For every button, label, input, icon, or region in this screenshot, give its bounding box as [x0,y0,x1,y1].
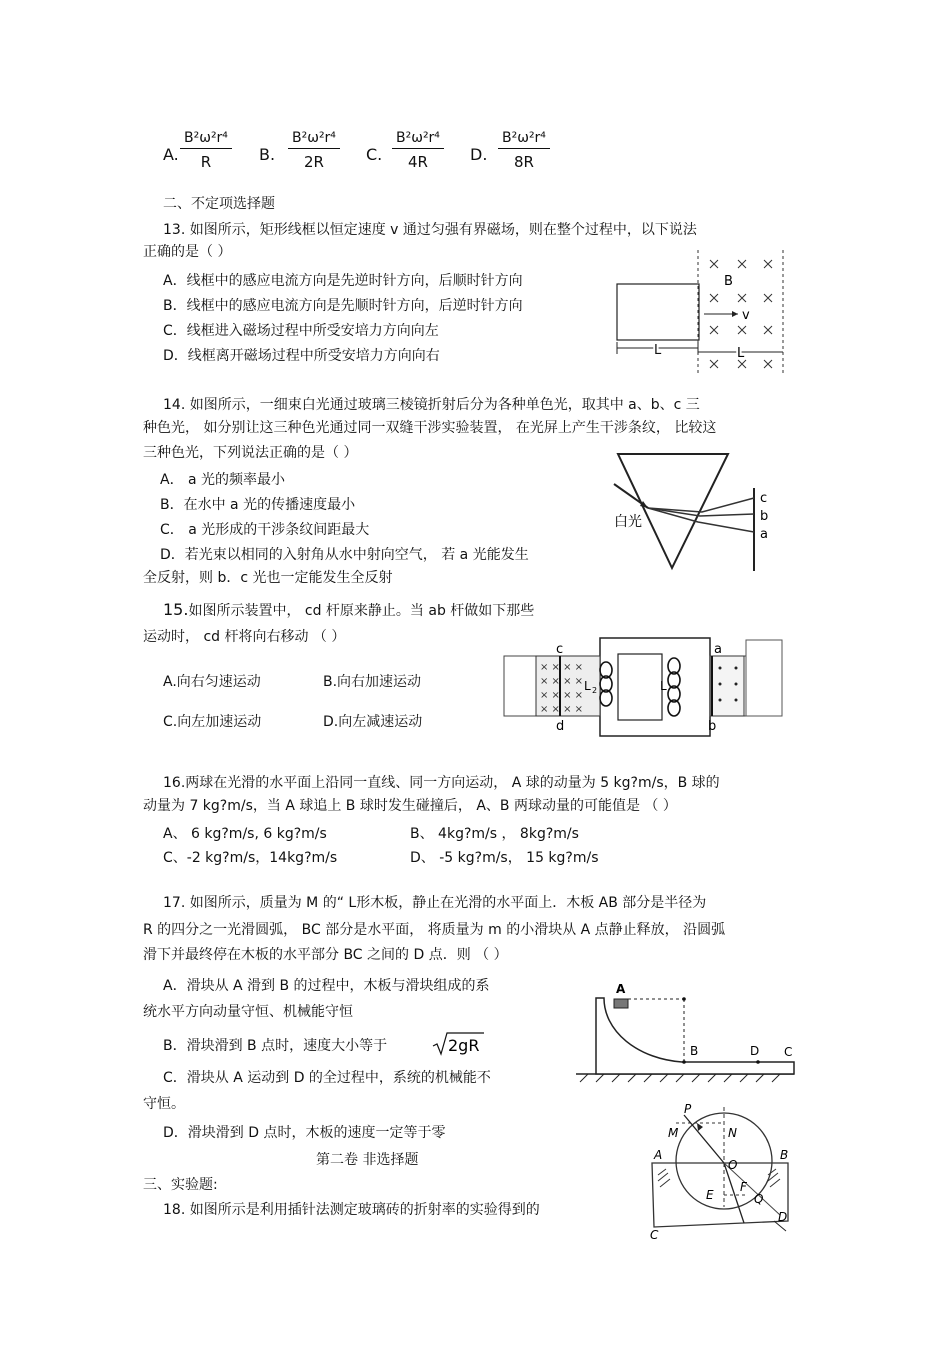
q18-figure [640,1103,800,1243]
q17-option-d: D．滑块滑到 D 点时，木板的速度一定等于零 [163,1125,446,1141]
svg-text:× × × ×: × × × × [540,676,584,687]
label-d: d [556,719,565,734]
q15-stem-line2: 运动时， cd 杆将向右移动 （ ） [143,629,346,645]
q16-option-b: B、 4kg?m/s ， 8kg?m/s [410,826,579,842]
q17-option-a-line1: A．滑块从 A 滑到 B 的过程中，木板与滑块组成的系 [163,978,490,994]
q12-option-c-label: C. [366,145,383,164]
label-F: F [740,1180,747,1194]
sqrt-radicand: 2gR [448,1036,480,1055]
label-Q: Q [754,1192,764,1206]
label-b: b [708,719,717,734]
q13-option-c: C．线框进入磁场过程中所受安培力方向向左 [163,323,439,339]
right-field [712,656,744,716]
l-shaped-board [596,998,794,1074]
label-A: A [616,982,626,996]
q16-option-d: D、 -5 kg?m/s， 15 kg?m/s [410,850,599,866]
svg-text:× × × ×: × × × × [540,662,584,673]
velocity-label: v [742,308,750,323]
label-c: c [556,642,564,657]
slider-block [614,999,628,1008]
q14-option-c: C． a 光形成的干涉条纹间距最大 [160,522,370,538]
q12-option-b-fraction [288,130,340,171]
iron-core-outer [600,638,710,736]
q13-option-b: B．线框中的感应电流方向是先顺时针方向，后逆时针方向 [163,298,523,314]
denominator: R [200,153,212,171]
numerator: B²ω²r⁴ [392,130,444,149]
length-label-1: L [654,343,662,358]
q16-stem-line1: 16.两球在光滑的水平面上沿同一直线、同一方向运动， A 球的动量为 5 kg?m/s，B 球的 [163,775,720,791]
q14-stem-line2: 种色光， 如分别让这三种色光通过同一双缝干涉实验装置， 在光屏上产生干涉条纹， 比较这 [143,420,717,436]
section3-title: 三、实验题: [143,1177,218,1193]
q12-option-d-fraction [498,130,550,171]
q17-option-c-line1: C．滑块从 A 运动到 D 的全过程中，系统的机械能不 [163,1070,491,1086]
q17-sqrt-expression [430,1030,486,1058]
q14-stem-line1: 14. 如图所示，一细束白光通过玻璃三棱镜折射后分为各种单色光，取其中 a、b、c 三 [163,397,700,413]
label-B: B [780,1148,789,1162]
label-O: O [728,1158,738,1172]
wire-frame [617,284,699,340]
q13-stem-line1: 13. 如图所示，矩形线框以恒定速度 v 通过匀强有界磁场，则在整个过程中，以下说法 [163,222,697,238]
incident-ray [684,1115,724,1163]
q17-option-b: B．滑块滑到 B 点时，速度大小等于 [163,1038,388,1054]
numerator: B²ω²r⁴ [180,130,232,149]
label-N: N [728,1126,737,1140]
label-C: C [650,1228,659,1242]
ray-a-label: a [760,527,768,542]
q15-option-c: C.向左加速运动 [163,714,262,730]
q13-option-a: A．线框中的感应电流方向是先逆时针方向，后顺时针方向 [163,273,523,289]
q12-option-a-label: A. [163,145,179,164]
q15-stem-text: 如图所示装置中， cd 杆原来静止。当 ab 杆做如下那些 [188,603,535,619]
numerator: B²ω²r⁴ [288,130,340,149]
q17-option-a-line2: 统水平方向动量守恒、机械能守恒 [143,1004,353,1020]
label-M: M [668,1126,679,1140]
q15-option-d: D.向左减速运动 [323,714,423,730]
q14-option-d: D．若光束以相同的入射角从水中射向空气， 若 a 光能发生 [160,547,529,563]
white-light-label: 白光 [614,514,642,530]
q12-option-b-label: B. [259,145,276,164]
refracted-rays [648,498,754,532]
q15-option-a: A.向右匀速运动 [163,674,261,690]
q16-stem-line2: 动量为 7 kg?m/s，当 A 球追上 B 球时发生碰撞后， A、B 两球动量的可能值是 （ ） [143,798,677,814]
prism [618,454,728,568]
q15-number: 15. [163,600,189,619]
label-B: B [690,1044,699,1058]
label-L2-subscript: 2 [592,686,598,695]
label-C: C [784,1045,793,1059]
label-L2: L [584,679,591,693]
glass-brick [652,1163,788,1227]
coil-L2 [600,662,612,706]
q14-option-a: A． a 光的频率最小 [160,472,286,488]
label-A: A [654,1148,663,1162]
right-block [746,640,782,716]
q16-option-a: A、 6 kg?m/s, 6 kg?m/s [163,826,327,842]
section2-title: 二、不定项选择题 [163,196,275,212]
q12-option-d-label: D. [470,145,488,164]
svg-text:× × × ×: × × × × [540,704,584,715]
hatch-left [658,1169,670,1187]
q17-figure [576,978,796,1088]
label-D: D [750,1044,760,1058]
label-L1: L [660,679,667,693]
q14-option-d-cont: 全反射，则 b．c 光也一定能发生全反射 [143,570,393,586]
volume2-title: 第二卷 非选择题 [316,1152,419,1168]
ray-c-label: c [760,491,768,506]
label-D: D [778,1210,788,1224]
denominator: 4R [407,153,428,171]
q15-option-b: B.向右加速运动 [323,674,422,690]
q13-stem-line2: 正确的是（ ） [143,244,232,260]
numerator: B²ω²r⁴ [498,130,550,149]
q17-stem-line2: R 的四分之一光滑圆弧， BC 部分是水平面， 将质量为 m 的小滑块从 A 点静止释放， 沿圆弧 [143,922,726,938]
label-P: P [684,1103,692,1116]
q12-option-c-fraction [392,130,444,171]
svg-text:× × × ×: × × × × [540,690,584,701]
coil-L1 [668,658,680,716]
q15-stem-line1 [163,601,534,620]
q17-stem-line1: 17. 如图所示，质量为 M 的“ L形木板，静止在光滑的水平面上．木板 AB 部分是半径为 [163,895,707,911]
denominator: 2R [303,153,324,171]
q12-option-a-fraction [180,130,232,171]
ray-b-label: b [760,509,769,524]
q14-stem-line3: 三种色光，下列说法正确的是（ ） [143,445,358,461]
label-E: E [706,1188,714,1202]
q17-option-c-line2: 守恒。 [143,1096,185,1112]
length-label-2: L [737,346,745,361]
q17-stem-line3: 滑下并最终停在木板的水平部分 BC 之间的 D 点．则 （ ） [143,947,508,963]
q15-figure [500,636,790,738]
q14-option-b: B．在水中 a 光的传播速度最小 [160,497,356,513]
label-a: a [714,642,722,657]
iron-core-inner [618,654,662,720]
hatch-right [768,1169,780,1187]
ground-hatch [580,1074,780,1082]
q13-figure [600,248,800,376]
field-label: B [724,274,733,289]
q16-option-c: C、-2 kg?m/s，14kg?m/s [163,850,338,866]
q14-figure [610,446,785,576]
denominator: 8R [513,153,534,171]
q13-option-d: D．线框离开磁场过程中所受安培力方向向右 [163,348,440,364]
q18-stem-line1: 18. 如图所示是利用插针法测定玻璃砖的折射率的实验得到的 [163,1202,540,1218]
